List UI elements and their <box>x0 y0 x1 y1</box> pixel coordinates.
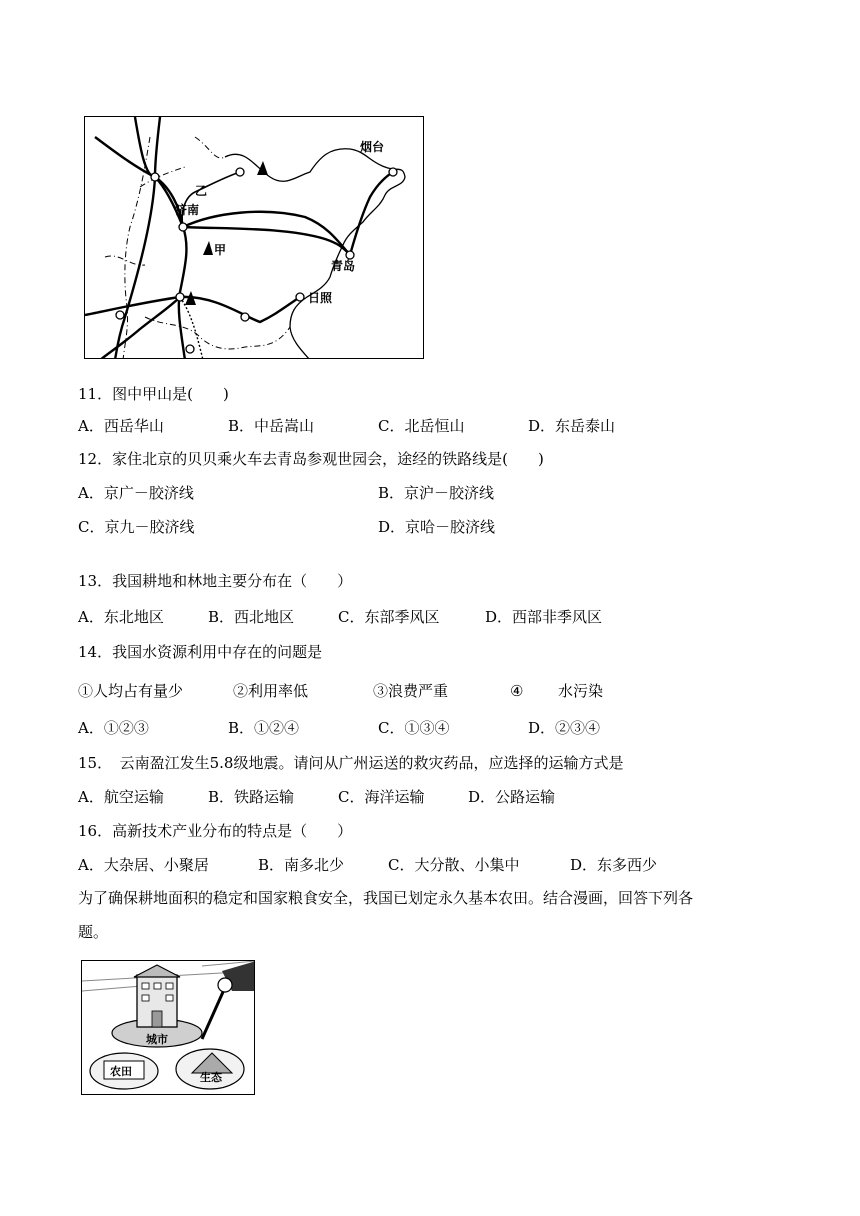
station-circle <box>116 311 124 319</box>
question-11-stem: 11．图中甲山是( ) <box>78 385 229 403</box>
option-a[interactable]: A．西岳华山 <box>78 417 164 435</box>
item-4-text: 水污染 <box>558 682 604 700</box>
label-city: 城市 <box>146 1033 168 1046</box>
label-rizhao: 日照 <box>308 291 333 305</box>
station-circle <box>176 293 184 301</box>
station-circle <box>151 173 159 181</box>
option-c[interactable]: C．①③④ <box>378 719 450 737</box>
option-a[interactable]: A．①②③ <box>78 719 149 737</box>
passage-line-2: 题。 <box>78 923 109 941</box>
window-icon <box>142 983 149 989</box>
coastline <box>225 149 405 359</box>
station-qingdao <box>346 251 354 259</box>
option-c[interactable]: C．大分散、小集中 <box>388 856 520 874</box>
option-b[interactable]: B．①②④ <box>228 719 300 737</box>
window-icon <box>166 983 173 989</box>
item-2: ②利用率低 <box>233 682 309 700</box>
question-12-stem: 12．家住北京的贝贝乘火车去青岛参观世园会，途经的铁路线是( ) <box>78 450 544 468</box>
option-a[interactable]: A．东北地区 <box>78 608 164 626</box>
building-roof-icon <box>134 965 180 977</box>
option-b[interactable]: B．西北地区 <box>208 608 295 626</box>
window-icon <box>166 995 173 1001</box>
label-ecology: 生态 <box>200 1071 222 1084</box>
mountain-jia-icon <box>203 241 213 255</box>
option-c[interactable]: C．东部季风区 <box>338 608 440 626</box>
railway-lanyan <box>350 172 393 255</box>
station-circle <box>236 168 244 176</box>
option-c[interactable]: C．海洋运输 <box>338 788 425 806</box>
option-c[interactable]: C．京九－胶济线 <box>78 518 195 536</box>
option-b[interactable]: B．铁路运输 <box>208 788 295 806</box>
option-d[interactable]: D．东多西少 <box>570 856 658 874</box>
railway-map <box>84 116 424 359</box>
option-d[interactable]: D．京哈－胶济线 <box>378 518 496 536</box>
label-yantai: 烟台 <box>360 140 385 154</box>
passage-line-1: 为了确保耕地面积的稳定和国家粮食安全，我国已划定永久基本农田。结合漫画，回答下列各 <box>78 889 694 907</box>
station-circle <box>241 313 249 321</box>
railway-north-branch <box>182 172 240 227</box>
option-d[interactable]: D．西部非季风区 <box>485 608 603 626</box>
hand-icon <box>218 978 232 992</box>
option-c[interactable]: C．北岳恒山 <box>378 417 465 435</box>
label-jinan: 济南 <box>175 203 200 217</box>
window-icon <box>142 995 149 1001</box>
option-a[interactable]: A．大杂居、小聚居 <box>78 856 209 874</box>
option-a[interactable]: A．京广－胶济线 <box>78 484 194 502</box>
option-d[interactable]: D．公路运输 <box>468 788 556 806</box>
station-circle <box>186 345 194 353</box>
option-d[interactable]: D．东岳泰山 <box>528 417 616 435</box>
option-b[interactable]: B．京沪－胶济线 <box>378 484 495 502</box>
door-icon <box>152 1011 162 1027</box>
item-3: ③浪费严重 <box>373 682 449 700</box>
item-1: ①人均占有量少 <box>78 682 184 700</box>
railway-north <box>115 117 160 359</box>
window-icon <box>154 983 161 989</box>
label-farmland: 农田 <box>110 1065 132 1078</box>
option-a[interactable]: A．航空运输 <box>78 788 164 806</box>
railway-southwest <box>100 297 180 359</box>
option-b[interactable]: B．南多北少 <box>258 856 345 874</box>
station-yantai <box>389 168 397 176</box>
option-b[interactable]: B．中岳嵩山 <box>228 417 315 435</box>
farmland-cartoon-svg <box>82 961 255 1095</box>
question-16-stem: 16．高新技术产业分布的特点是（ ） <box>78 822 353 840</box>
railway-jingjiu <box>95 137 183 227</box>
question-14-stem: 14．我国水资源利用中存在的问题是 <box>78 643 323 661</box>
question-13-stem: 13．我国耕地和林地主要分布在（ ） <box>78 572 353 590</box>
railway-map-svg <box>85 117 424 359</box>
station-rizhao <box>296 293 304 301</box>
border-south <box>145 317 290 349</box>
item-4: ④ <box>510 682 524 700</box>
option-d[interactable]: D．②③④ <box>528 719 601 737</box>
farmland-cartoon <box>81 960 255 1095</box>
label-yi: 乙 <box>195 184 208 198</box>
label-jia: 甲 <box>214 243 227 257</box>
station-jinan <box>179 223 187 231</box>
question-15-stem: 15． 云南盈江发生5.8级地震。请问从广州运送的救灾药品，应选择的运输方式是 <box>78 754 624 772</box>
label-qingdao: 青岛 <box>331 259 356 273</box>
